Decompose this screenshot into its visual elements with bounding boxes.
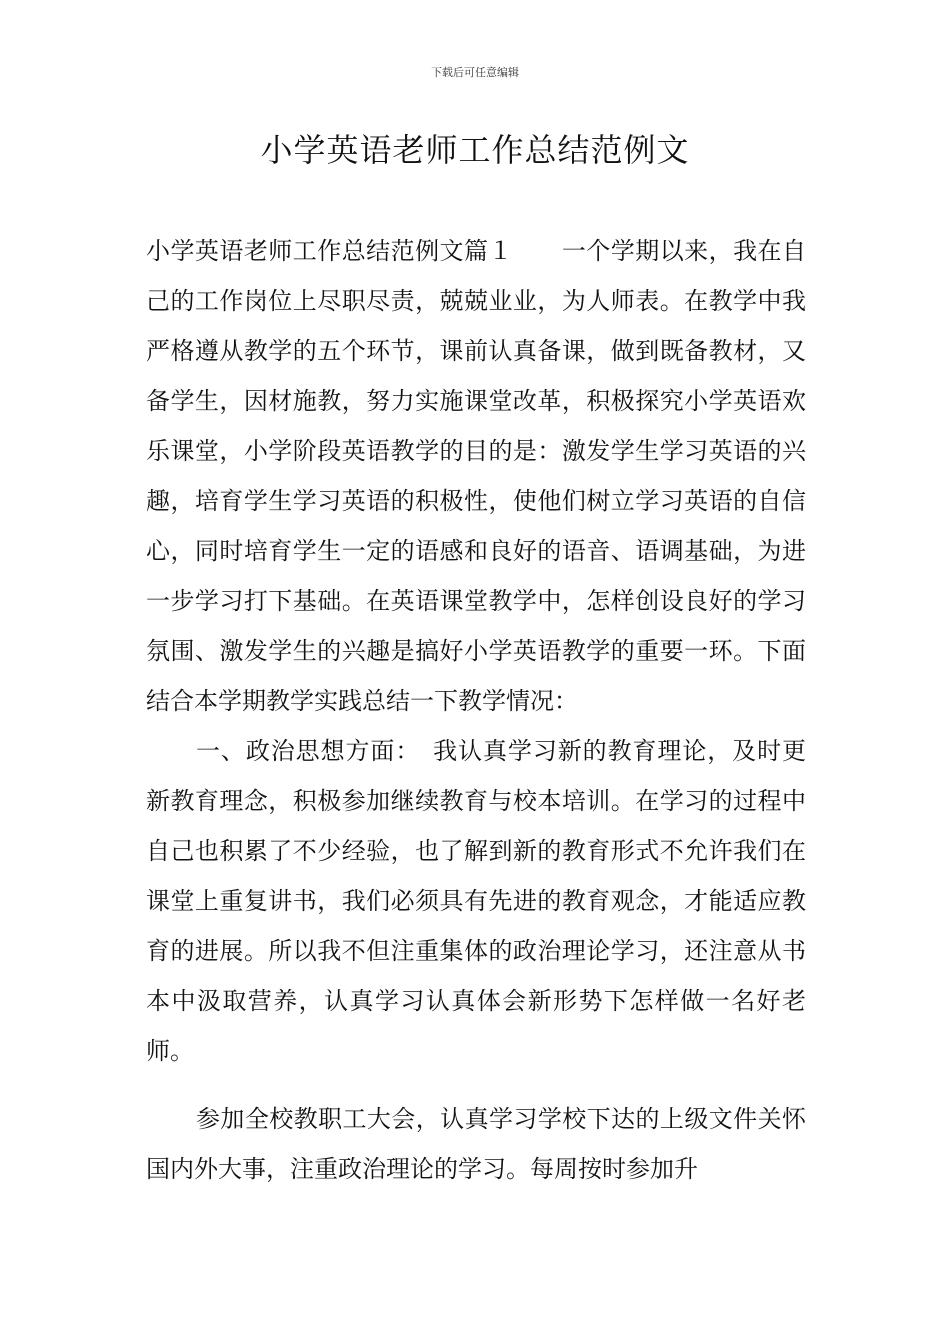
header-note: 下载后可任意编辑	[431, 66, 519, 79]
document-title: 小学英语老师工作总结范例文	[260, 131, 690, 169]
document-body	[146, 226, 806, 1194]
paragraph-intro: 小学英语老师工作总结范例文篇１ 一个学期以来，我在自己的工作岗位上尽职尽责，兢兢业业，为人师表。在教学中我严格遵从教学的五个环节，课前认真备课，做到既备教材，又备学生，因材施教，努力实施课堂改革，积极探究小学英语欢乐课堂，小学阶段英语教学的目的是：激发学生学习英语的兴趣，培育学生学习英语的积极性，使他们树立学习英语的自信心，同时培育学生一定的语感和良好的语音、语调基础，为进一步学习打下基础。在英语课堂教学中，怎样创设良好的学习氛围、激发学生的兴趣是搞好小学英语教学的重要一环。下面结合本学期教学实践总结一下教学情况：	[146, 237, 806, 715]
paragraph-staff-meeting: 参加全校教职工大会，认真学习学校下达的上级文件关怀国内外大事，注重政治理论的学习。每周按时参加升	[146, 1105, 806, 1183]
paragraph-political-thought: 一、政治思想方面： 我认真学习新的教育理论，及时更新教育理念，积极参加继续教育与校本培训。在学习的过程中自己也积累了不少经验，也了解到新的教育形式不允许我们在课堂上重复讲书，我们必须具有先进的教育观念，才能适应教育的进展。所以我不但注重集体的政治理论学习，还注意从书本中汲取营养，认真学习认真体会新形势下怎样做一名好老师。	[146, 737, 806, 1065]
